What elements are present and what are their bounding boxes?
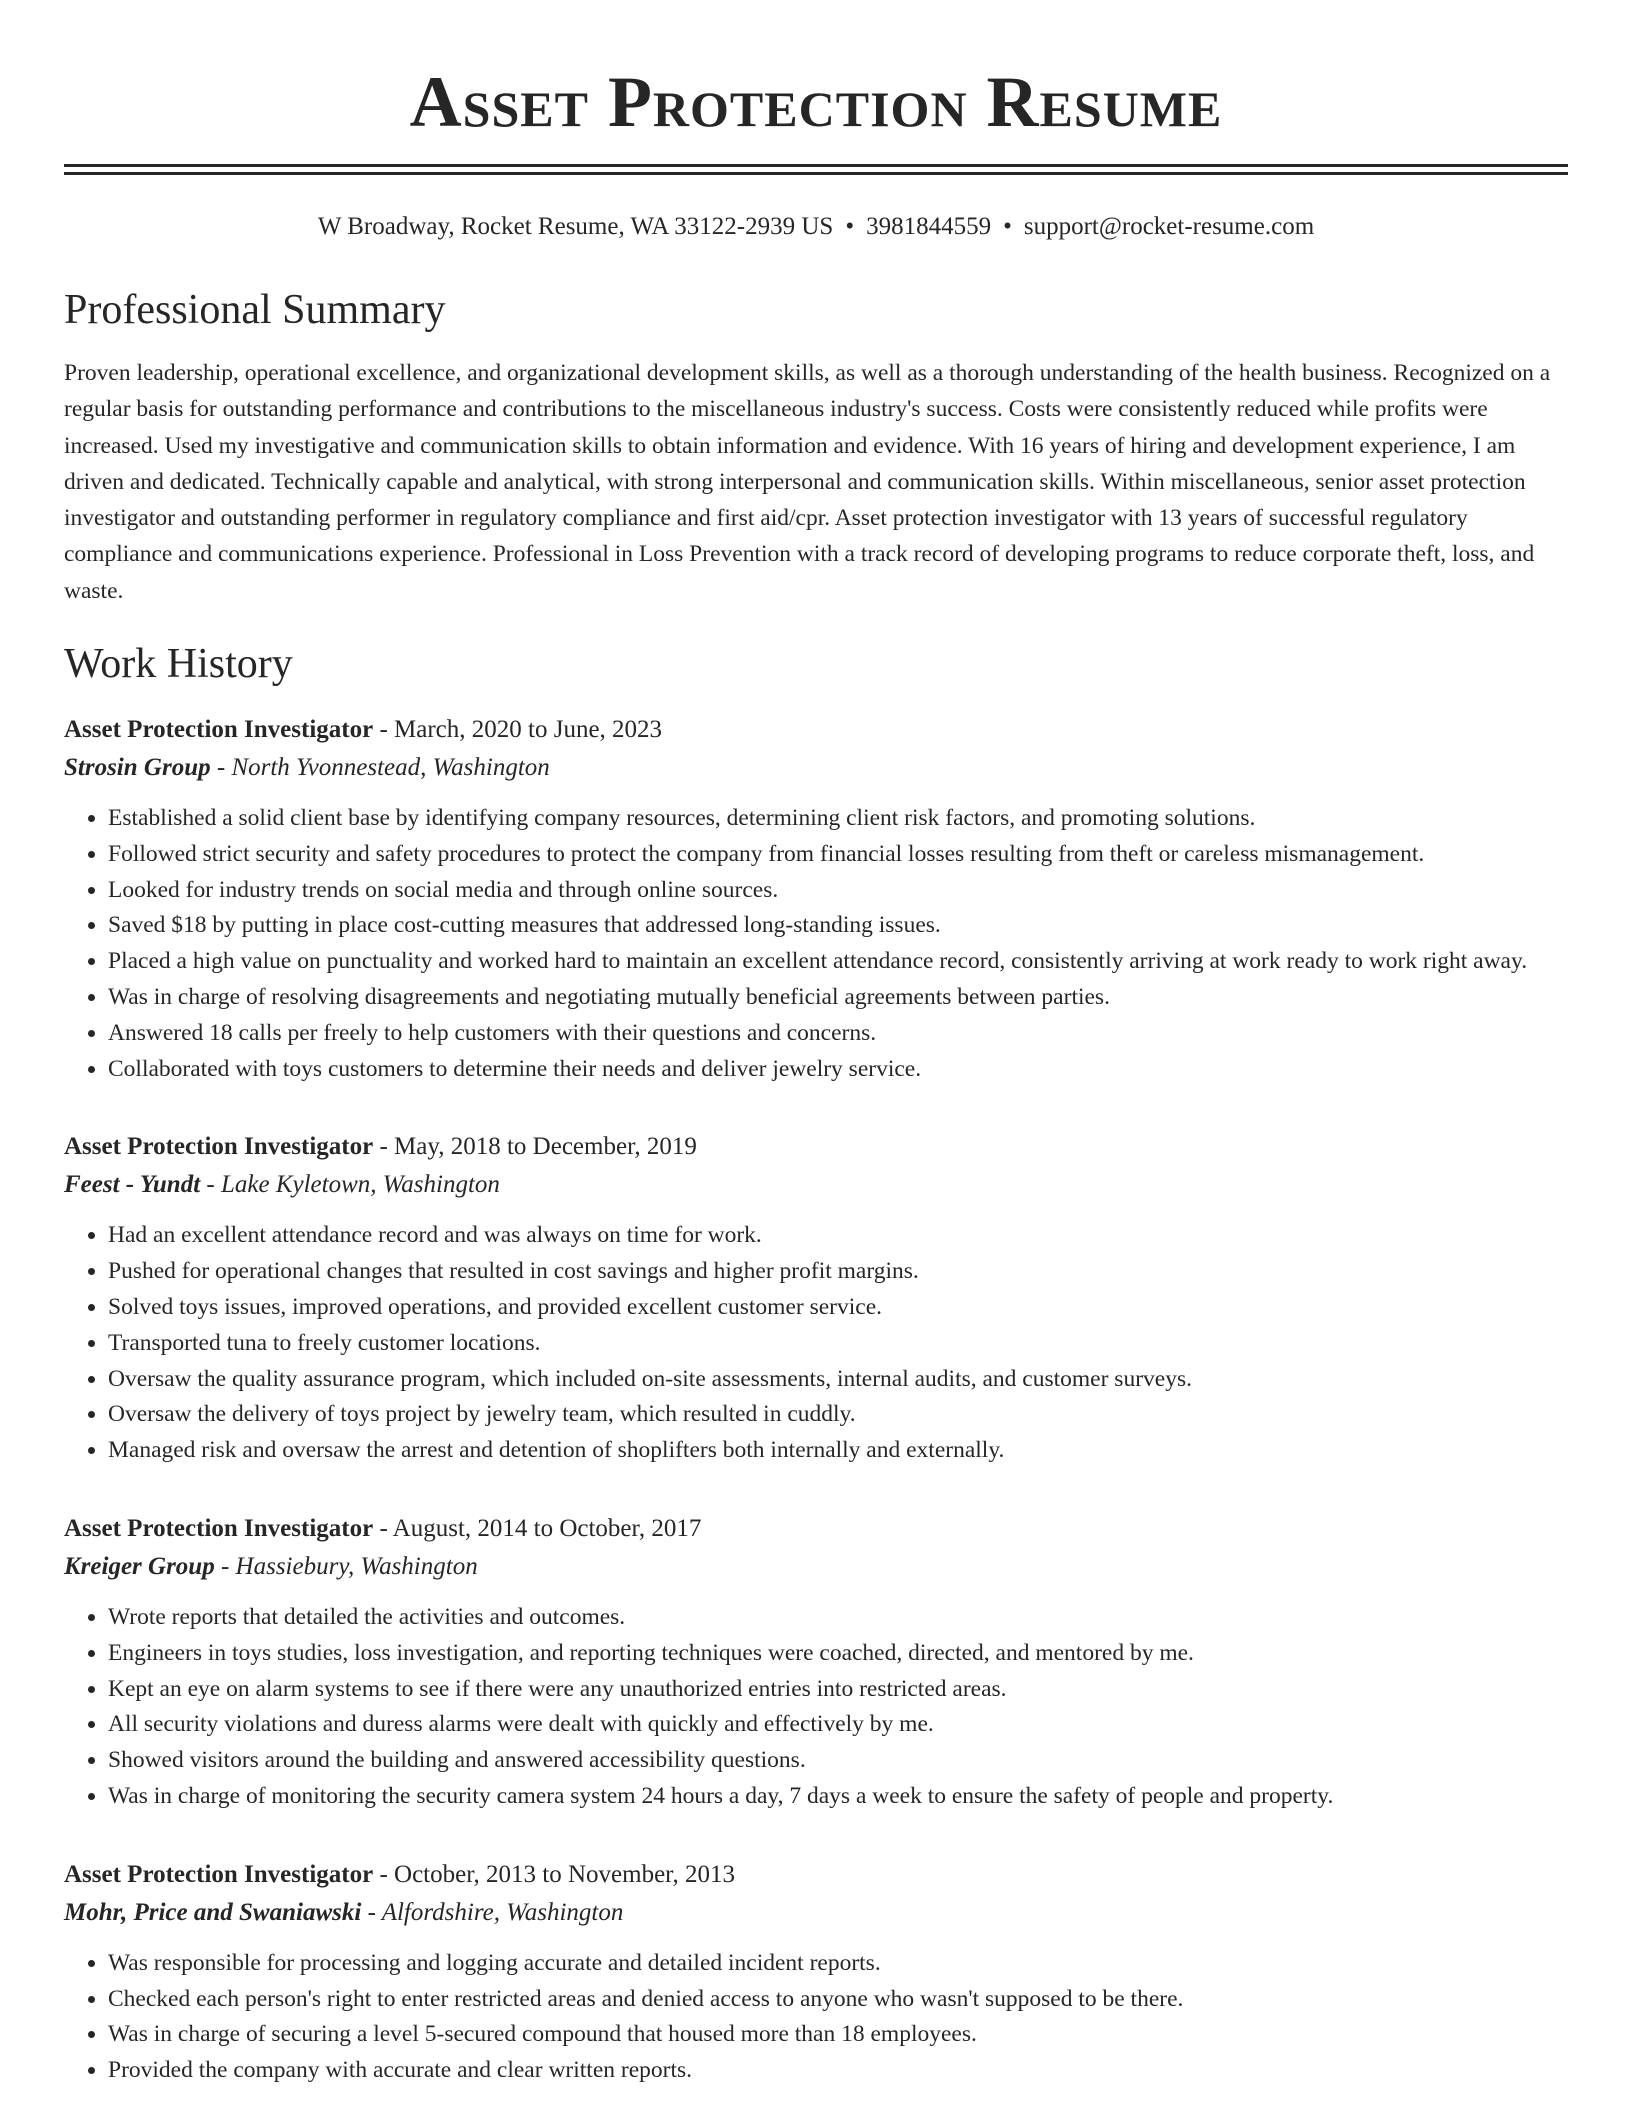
duty-item: • Provided the company with accurate and clear written reports. <box>108 2053 1568 2089</box>
job-dates: August, 2014 to October, 2017 <box>392 1515 702 1543</box>
job-dates: March, 2020 to June, 2023 <box>394 716 663 744</box>
company-name: Mohr, Price and Swaniawski <box>64 1898 362 1926</box>
dash-separator: - <box>214 1553 236 1581</box>
contact-separator: • <box>845 213 855 240</box>
duty-item: • Oversaw the quality assurance program, which included on-site assessments, internal audits, and customer surveys. <box>108 1362 1568 1398</box>
resume-page <box>64 0 1568 2089</box>
summary-heading: Professional Summary <box>64 287 446 333</box>
contact-email: support@rocket-resume.com <box>1023 213 1315 240</box>
job-title-line <box>64 1510 1568 1548</box>
company-line <box>64 1894 1568 1932</box>
duty-item: • Was in charge of securing a level 5-secured compound that housed more than 18 employees. <box>108 2017 1568 2053</box>
company-name: Feest - Yundt <box>64 1171 201 1199</box>
dash-separator: - <box>373 716 395 744</box>
contact-phone: 3981844559 <box>866 213 992 240</box>
dash-separator: - <box>200 1171 221 1199</box>
job-entry <box>64 1856 1568 2089</box>
dash-separator: - <box>210 754 232 782</box>
duty-item: • Was in charge of resolving disagreements and negotiating mutually beneficial agreements between parties. <box>108 980 1568 1016</box>
summary-text: Proven leadership, operational excellence, and organizational development skills, as well as a thorough understanding of the health business. Recognized on a regular basis for outstanding performance and contributions to the miscellaneous industry's success. Costs were consistently reduced while profits were increased. Used my investigative and communication skills to obtain information and evidence. With 16 years of hiring and development experience, I am driven and dedicated. Technically capable and analytical, with strong interpersonal and communication skills. Within miscellaneous, senior asset protection investigator and outstanding performer in regulatory compliance and first aid/cpr. Asset protection investigator with 13 years of successful regulatory compliance and communications experience. Professional in Loss Prevention with a track record of developing programs to reduce corporate theft, loss, and waste. <box>64 360 1551 604</box>
duty-list <box>64 1218 1568 1469</box>
work-history-list <box>64 711 1568 2089</box>
duty-item: • Answered 18 calls per freely to help customers with their questions and concerns. <box>108 1016 1568 1052</box>
title-divider <box>64 164 1568 175</box>
duty-item: • Pushed for operational changes that resulted in cost savings and higher profit margins. <box>108 1254 1568 1290</box>
page-title: Asset Protection Resume <box>409 62 1223 142</box>
dash-separator: - <box>373 1515 393 1543</box>
duty-item: • Transported tuna to freely customer locations. <box>108 1326 1568 1362</box>
company-location: Lake Kyletown, Washington <box>220 1171 500 1199</box>
company-name: Kreiger Group <box>64 1553 215 1581</box>
job-title-line <box>64 1856 1568 1894</box>
job-role: Asset Protection Investigator <box>64 716 374 744</box>
duty-item: • Engineers in toys studies, loss investigation, and reporting techniques were coached, directed, and mentored by me. <box>108 1636 1568 1672</box>
duty-item: • Solved toys issues, improved operations, and provided excellent customer service. <box>108 1290 1568 1326</box>
contact-separator: • <box>1003 213 1012 240</box>
job-title-line <box>64 1128 1568 1166</box>
job-role: Asset Protection Investigator <box>64 1133 374 1161</box>
duty-item: • Oversaw the delivery of toys project by jewelry team, which resulted in cuddly. <box>108 1397 1568 1433</box>
company-location: Alfordshire, Washington <box>381 1898 624 1926</box>
job-title-line <box>64 711 1568 749</box>
job-entry <box>64 711 1568 1087</box>
job-role: Asset Protection Investigator <box>64 1860 374 1888</box>
duty-item: • Had an excellent attendance record and was always on time for work. <box>108 1218 1568 1254</box>
work-history-heading: Work History <box>64 641 293 688</box>
dash-separator: - <box>361 1898 382 1926</box>
duty-item: • All security violations and duress alarms were dealt with quickly and effectively by me. <box>108 1707 1568 1743</box>
duty-item: • Followed strict security and safety procedures to protect the company from financial losses resulting from theft or careless mismanagement. <box>108 837 1568 873</box>
dash-separator: - <box>373 1860 395 1888</box>
duty-item: • Wrote reports that detailed the activities and outcomes. <box>108 1600 1568 1636</box>
duty-item: • Placed a high value on punctuality and worked hard to maintain an excellent attendance record, consistently arriving at work ready to work right away. <box>108 944 1568 980</box>
company-line <box>64 1166 1568 1204</box>
duty-list <box>64 1600 1568 1815</box>
duty-list <box>64 1946 1568 2089</box>
duty-item: • Managed risk and oversaw the arrest and detention of shoplifters both internally and externally. <box>108 1433 1568 1469</box>
contact-address: W Broadway, Rocket Resume, WA 33122-2939 US <box>317 213 834 240</box>
duty-item: • Was in charge of monitoring the security camera system 24 hours a day, 7 days a week to ensure the safety of people and property. <box>108 1779 1568 1815</box>
job-dates: May, 2018 to December, 2019 <box>394 1133 697 1161</box>
job-role: Asset Protection Investigator <box>64 1515 374 1543</box>
company-location: Hassiebury, Washington <box>235 1553 478 1581</box>
duty-item: • Established a solid client base by identifying company resources, determining client risk factors, and promoting solutions. <box>108 801 1568 837</box>
contact-line <box>64 212 1568 242</box>
job-dates: October, 2013 to November, 2013 <box>394 1860 736 1888</box>
company-line <box>64 1548 1568 1586</box>
dash-separator: - <box>373 1133 395 1161</box>
duty-item: • Kept an eye on alarm systems to see if there were any unauthorized entries into restricted areas. <box>108 1672 1568 1708</box>
duty-item: • Checked each person's right to enter restricted areas and denied access to anyone who wasn't supposed to be there. <box>108 1982 1568 2018</box>
duty-item: • Saved $18 by putting in place cost-cutting measures that addressed long-standing issues. <box>108 908 1568 944</box>
duty-item: • Showed visitors around the building and answered accessibility questions. <box>108 1743 1568 1779</box>
job-entry <box>64 1510 1568 1815</box>
duty-item: • Looked for industry trends on social media and through online sources. <box>108 873 1568 909</box>
company-location: North Yvonnestead, Washington <box>231 754 550 782</box>
duty-list <box>64 801 1568 1087</box>
duty-item: • Was responsible for processing and logging accurate and detailed incident reports. <box>108 1946 1568 1982</box>
duty-item: • Collaborated with toys customers to determine their needs and deliver jewelry service. <box>108 1052 1568 1088</box>
company-name: Strosin Group <box>64 754 211 782</box>
company-line <box>64 749 1568 787</box>
job-entry <box>64 1128 1568 1469</box>
